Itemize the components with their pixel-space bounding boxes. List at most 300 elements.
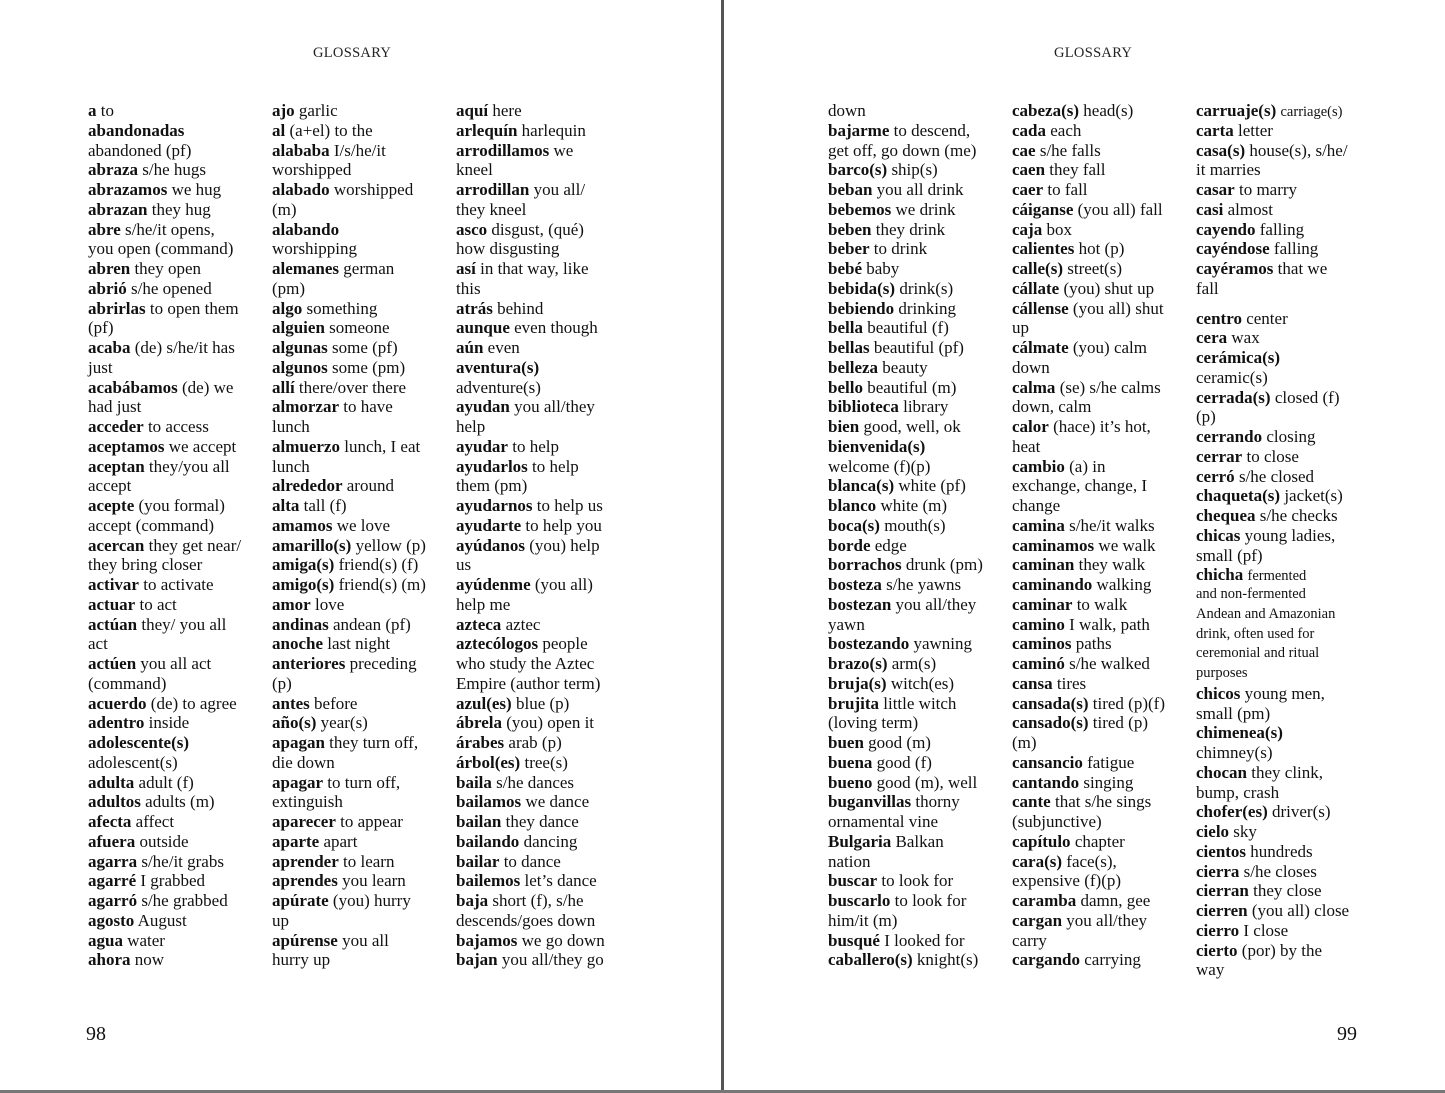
glossary-line — [456, 555, 638, 575]
glossary-definition: almost — [1227, 199, 1273, 219]
glossary-definition: him/it (m) — [828, 910, 898, 930]
glossary-line — [1196, 941, 1378, 961]
glossary-term: bello — [828, 377, 863, 397]
glossary-term: caballero(s) — [828, 950, 913, 970]
glossary-line — [272, 536, 454, 556]
glossary-term: apagan — [272, 733, 325, 752]
glossary-line — [1196, 200, 1378, 220]
glossary-term: alta — [272, 496, 300, 515]
glossary-line — [828, 259, 1010, 279]
glossary-term: agarró — [88, 891, 138, 910]
glossary-line — [1196, 704, 1378, 724]
glossary-term: aún — [456, 338, 484, 357]
glossary-line — [272, 753, 454, 773]
glossary-definition: young men, — [1244, 683, 1325, 703]
glossary-term: chofer(es) — [1196, 802, 1268, 822]
glossary-line — [88, 417, 270, 437]
glossary-line — [1012, 516, 1194, 536]
glossary-term: cayéramos — [1196, 259, 1274, 278]
glossary-line — [1196, 664, 1378, 684]
glossary-line — [456, 733, 638, 753]
glossary-term: bellas — [828, 338, 870, 357]
glossary-line — [828, 378, 1010, 398]
glossary-line — [272, 239, 454, 259]
glossary-line — [1012, 101, 1194, 121]
glossary-line — [1012, 891, 1194, 911]
glossary-line — [272, 595, 454, 615]
glossary-definition: abandoned (pf) — [88, 140, 192, 160]
glossary-term: cambio — [1012, 456, 1065, 476]
glossary-definition: arm(s) — [891, 654, 937, 673]
glossary-definition: tires — [1056, 673, 1087, 693]
glossary-definition: garlic — [298, 101, 338, 120]
glossary-line — [1012, 694, 1194, 714]
glossary-definition: just — [88, 357, 113, 377]
glossary-term: alabado — [272, 180, 330, 199]
glossary-term: cada — [1012, 120, 1046, 140]
glossary-term: cargando — [1012, 950, 1080, 970]
glossary-line — [1012, 141, 1194, 161]
glossary-term: alguien — [272, 318, 325, 338]
glossary-line — [828, 318, 1010, 338]
glossary-term: boca(s) — [828, 515, 880, 535]
glossary-line — [456, 832, 638, 852]
glossary-definition: you all drink — [876, 180, 964, 199]
glossary-line — [456, 773, 638, 793]
glossary-line — [1012, 852, 1194, 872]
glossary-line — [1196, 901, 1378, 921]
glossary-line — [272, 160, 454, 180]
glossary-definition: help — [456, 417, 486, 436]
glossary-line — [1012, 871, 1194, 891]
glossary-line — [1196, 447, 1378, 467]
glossary-line — [88, 575, 270, 595]
glossary-line — [456, 753, 638, 773]
glossary-line — [272, 358, 454, 378]
glossary-definition: they bring closer — [88, 555, 203, 575]
glossary-definition: s/he grabbed — [141, 891, 228, 910]
glossary-definition: (hace) it’s hot, — [1053, 417, 1151, 436]
glossary-term: capítulo — [1012, 831, 1071, 851]
glossary-definition: to act — [139, 594, 177, 614]
glossary-line — [1196, 279, 1378, 299]
glossary-definition: we hug — [171, 180, 222, 199]
glossary-line — [88, 931, 270, 951]
glossary-definition: to look for — [894, 891, 967, 910]
glossary-term: arrodillamos — [456, 140, 550, 160]
glossary-line — [88, 457, 270, 477]
glossary-definition: house(s), s/he/ — [1249, 140, 1348, 160]
glossary-line — [1012, 338, 1194, 358]
glossary-term: chaqueta(s) — [1196, 486, 1281, 506]
glossary-line — [1012, 931, 1194, 951]
glossary-line — [272, 121, 454, 141]
glossary-definition: outside — [139, 831, 189, 851]
glossary-term: caminó — [1012, 654, 1065, 673]
glossary-term: cielo — [1196, 822, 1230, 841]
glossary-definition: down — [1012, 357, 1050, 377]
glossary-term: cierto — [1196, 940, 1238, 960]
glossary-term: cierra — [1196, 861, 1240, 881]
glossary-definition: I walk, path — [1069, 614, 1150, 634]
glossary-definition: to help you — [525, 515, 602, 535]
glossary-definition: box — [1046, 219, 1072, 239]
glossary-term: actúan — [88, 614, 138, 634]
glossary-definition: (p) — [272, 673, 292, 693]
glossary-definition: worshipped — [333, 180, 414, 199]
glossary-definition: you all/they go — [501, 950, 604, 970]
glossary-definition: who study the Aztec — [456, 654, 595, 673]
glossary-term: algo — [272, 298, 303, 318]
glossary-line — [828, 457, 1010, 477]
glossary-line — [272, 457, 454, 477]
glossary-definition: even — [487, 338, 520, 357]
glossary-line — [1012, 536, 1194, 556]
glossary-line — [1196, 921, 1378, 941]
glossary-term: acepte — [88, 496, 135, 515]
glossary-line — [456, 220, 638, 240]
glossary-line — [456, 713, 638, 733]
glossary-line — [1196, 121, 1378, 141]
glossary-term: bostezan — [828, 594, 892, 614]
glossary-term: almorzar — [272, 397, 340, 417]
glossary-line — [272, 733, 454, 753]
glossary-term: blanca(s) — [828, 476, 895, 496]
glossary-term: adulta — [88, 772, 135, 792]
glossary-definition: adults (m) — [145, 792, 215, 812]
glossary-term: adentro — [88, 713, 145, 733]
glossary-definition: hundreds — [1250, 841, 1313, 861]
glossary-line — [828, 773, 1010, 793]
glossary-line — [272, 378, 454, 398]
glossary-definition: s/he yawns — [886, 575, 962, 594]
glossary-line — [1196, 101, 1378, 121]
glossary-term: bosteza — [828, 575, 882, 594]
glossary-term: amigo(s) — [272, 575, 335, 594]
glossary-line — [1012, 200, 1194, 220]
glossary-definition: let’s dance — [524, 871, 597, 891]
glossary-definition: people — [542, 634, 588, 654]
glossary-line — [1196, 526, 1378, 546]
glossary-line — [1012, 279, 1194, 299]
glossary-definition: tree(s) — [524, 752, 568, 772]
glossary-term: ayudar — [456, 436, 508, 456]
glossary-definition: short (f), s/he — [492, 891, 584, 910]
glossary-term: agarré — [88, 871, 137, 891]
glossary-definition: blue (p) — [515, 693, 570, 713]
glossary-definition: August — [137, 910, 187, 930]
glossary-line — [828, 595, 1010, 615]
glossary-line — [272, 200, 454, 220]
glossary-definition: s/he/it opens, — [125, 219, 215, 239]
page-number: 98 — [86, 1023, 106, 1045]
glossary-line — [272, 634, 454, 654]
glossary-line — [1196, 309, 1378, 329]
glossary-definition: (m) — [272, 199, 297, 219]
glossary-term: cansado(s) — [1012, 713, 1089, 733]
glossary-definition: they/ you all — [141, 614, 227, 634]
glossary-definition: s/he/it walks — [1069, 515, 1155, 535]
glossary-definition: it marries — [1196, 160, 1261, 180]
glossary-line — [456, 299, 638, 319]
glossary-definition: baby — [866, 259, 900, 278]
glossary-line — [272, 180, 454, 200]
glossary-line — [828, 674, 1010, 694]
glossary-definition: welcome (f)(p) — [828, 456, 931, 476]
glossary-definition: white (pf) — [898, 476, 966, 496]
glossary-definition: way — [1196, 960, 1225, 980]
glossary-definition: get off, go down (me) — [828, 140, 977, 160]
glossary-term: cerrando — [1196, 427, 1263, 446]
glossary-term: algunos — [272, 357, 328, 377]
glossary-line — [828, 792, 1010, 812]
glossary-line — [88, 160, 270, 180]
glossary-definition: chapter — [1074, 831, 1125, 851]
glossary-line — [828, 634, 1010, 654]
glossary-definition: lunch, I eat — [344, 436, 421, 456]
glossary-line — [1196, 881, 1378, 901]
glossary-definition: bump, crash — [1196, 782, 1280, 802]
glossary-line — [456, 437, 638, 457]
glossary-term: bienvenida(s) — [828, 436, 926, 456]
glossary-term: calor — [1012, 417, 1049, 436]
glossary-line — [88, 180, 270, 200]
glossary-term: aparte — [272, 831, 320, 851]
glossary-line — [88, 338, 270, 358]
glossary-line — [828, 753, 1010, 773]
glossary-line — [1012, 121, 1194, 141]
glossary-definition: friend(s) (m) — [338, 575, 426, 594]
glossary-definition: there/over there — [298, 377, 407, 397]
glossary-line — [828, 812, 1010, 832]
glossary-line — [1196, 802, 1378, 822]
glossary-term: a — [88, 101, 97, 120]
glossary-definition: accept (command) — [88, 515, 215, 535]
glossary-line — [88, 950, 270, 970]
glossary-line — [272, 950, 454, 970]
glossary-definition: we — [553, 140, 574, 160]
glossary-line — [88, 121, 270, 141]
glossary-line — [828, 575, 1010, 595]
glossary-line — [828, 555, 1010, 575]
glossary-term: alabando — [272, 219, 340, 239]
glossary-term: cáiganse — [1012, 199, 1074, 219]
glossary-definition: (de) to agree — [150, 693, 237, 713]
glossary-definition: you all/they — [895, 594, 977, 614]
glossary-definition: closing — [1266, 427, 1316, 446]
glossary-line — [828, 516, 1010, 536]
glossary-line — [456, 931, 638, 951]
glossary-term: bailemos — [456, 871, 521, 891]
glossary-definition: I close — [1243, 920, 1289, 940]
glossary-term: buscar — [828, 871, 878, 891]
glossary-term: cerrar — [1196, 446, 1243, 466]
glossary-term: antes — [272, 693, 310, 713]
glossary-line — [828, 200, 1010, 220]
glossary-definition: to walk — [1076, 594, 1128, 614]
glossary-term: caminando — [1012, 575, 1093, 594]
glossary-definition: yawn — [828, 614, 865, 634]
glossary-term: Bulgaria — [828, 831, 892, 851]
glossary-line — [1196, 585, 1378, 605]
glossary-definition: to look for — [881, 871, 954, 891]
glossary-definition: (de) s/he/it has — [134, 338, 235, 357]
glossary-definition: in that way, like — [480, 259, 589, 278]
glossary-term: ayudarlos — [456, 456, 528, 476]
glossary-term: carta — [1196, 120, 1234, 140]
glossary-line — [456, 694, 638, 714]
glossary-line — [828, 121, 1010, 141]
glossary-definition: some (pf) — [332, 338, 398, 357]
glossary-definition: to turn off, — [327, 772, 401, 792]
glossary-term: cera — [1196, 328, 1228, 348]
glossary-definition: beautiful (pf) — [873, 338, 964, 357]
glossary-term: aceptan — [88, 456, 145, 476]
glossary-line — [272, 575, 454, 595]
glossary-definition: Balkan — [895, 831, 944, 851]
glossary-term: asco — [456, 219, 488, 239]
glossary-definition: down — [828, 101, 866, 120]
glossary-term: abrió — [88, 278, 127, 298]
glossary-line — [272, 654, 454, 674]
glossary-line — [456, 615, 638, 635]
glossary-definition: to learn — [343, 851, 395, 871]
glossary-definition: head(s) — [1083, 101, 1134, 120]
glossary-line — [1196, 348, 1378, 368]
glossary-definition: you all/ — [533, 180, 586, 199]
glossary-term: arlequín — [456, 120, 518, 140]
glossary-definition: around — [346, 476, 394, 496]
glossary-term: aprendes — [272, 871, 338, 891]
glossary-term: chocan — [1196, 762, 1247, 782]
glossary-term: anteriores — [272, 654, 346, 673]
glossary-term: cayéndose — [1196, 239, 1270, 259]
glossary-line — [828, 694, 1010, 714]
glossary-line — [88, 654, 270, 674]
glossary-definition: ceramic(s) — [1196, 367, 1268, 387]
glossary-line — [1196, 644, 1378, 664]
glossary-term: agarra — [88, 851, 138, 871]
glossary-term: caen — [1012, 160, 1046, 180]
glossary-line — [1012, 733, 1194, 753]
glossary-definition: andean (pf) — [332, 614, 411, 634]
glossary-line — [1012, 674, 1194, 694]
glossary-term: cante — [1012, 792, 1051, 812]
glossary-term: belleza — [828, 357, 879, 377]
glossary-definition: (you) hurry — [332, 891, 411, 910]
glossary-term: ahora — [88, 950, 131, 970]
glossary-definition: extinguish — [272, 792, 343, 812]
glossary-term: cansancio — [1012, 752, 1083, 772]
glossary-line — [828, 220, 1010, 240]
glossary-line — [88, 812, 270, 832]
glossary-line — [88, 595, 270, 615]
glossary-definition: help me — [456, 594, 511, 614]
glossary-line — [1196, 862, 1378, 882]
glossary-term: beben — [828, 219, 872, 239]
glossary-term: chicas — [1196, 525, 1241, 545]
glossary-term: ayúdanos — [456, 535, 525, 555]
glossary-term: bruja(s) — [828, 673, 887, 693]
glossary-term: carruaje(s) — [1196, 101, 1277, 120]
glossary-term: chequea — [1196, 506, 1256, 525]
glossary-term: ayudarnos — [456, 496, 533, 515]
glossary-definition: (you) calm — [1072, 338, 1147, 357]
glossary-definition: up — [1012, 318, 1029, 338]
glossary-line — [1196, 467, 1378, 487]
glossary-definition: us — [456, 555, 472, 575]
glossary-definition: knight(s) — [916, 950, 979, 970]
glossary-definition: they dance — [505, 812, 579, 831]
glossary-definition: we go down — [521, 930, 605, 950]
glossary-line — [88, 555, 270, 575]
glossary-term: allí — [272, 377, 295, 397]
glossary-definition: disgust, (qué) — [491, 219, 584, 239]
glossary-line — [1012, 437, 1194, 457]
glossary-term: bebiendo — [828, 298, 895, 318]
glossary-term: alemanes — [272, 259, 340, 278]
glossary-line — [1196, 546, 1378, 566]
glossary-line — [828, 397, 1010, 417]
glossary-term: alababa — [272, 140, 330, 160]
glossary-definition: witch(es) — [890, 673, 955, 693]
glossary-line — [1196, 783, 1378, 803]
glossary-term: calle(s) — [1012, 259, 1063, 278]
glossary-term: cálmate — [1012, 338, 1069, 357]
glossary-definition: to dance — [503, 851, 561, 871]
glossary-definition: you all act — [140, 654, 212, 673]
glossary-line — [272, 101, 454, 121]
glossary-definition: carrying — [1084, 950, 1141, 970]
glossary-line — [828, 733, 1010, 753]
glossary-line — [828, 654, 1010, 674]
glossary-term: almuerzo — [272, 436, 340, 456]
glossary-definition: s/he dances — [496, 772, 575, 792]
glossary-definition: to have — [343, 397, 393, 417]
glossary-definition: (you) shut up — [1063, 278, 1155, 298]
glossary-line — [1012, 457, 1194, 477]
glossary-definition: s/he checks — [1259, 506, 1338, 525]
glossary-line — [272, 694, 454, 714]
glossary-term: al — [272, 120, 286, 140]
glossary-term: caja — [1012, 219, 1043, 239]
glossary-definition: Andean and Amazonian — [1196, 605, 1336, 622]
glossary-definition: s/he closes — [1243, 861, 1317, 881]
glossary-term: cansada(s) — [1012, 693, 1089, 713]
glossary-term: blanco — [828, 496, 877, 515]
glossary-line — [828, 299, 1010, 319]
glossary-line — [828, 239, 1010, 259]
glossary-line — [1012, 496, 1194, 516]
glossary-definition: hurry up — [272, 950, 331, 970]
glossary-line — [1012, 773, 1194, 793]
glossary-line — [828, 911, 1010, 931]
glossary-line — [456, 654, 638, 674]
glossary-line — [828, 931, 1010, 951]
glossary-definition: fatigue — [1087, 752, 1135, 772]
glossary-line — [1012, 299, 1194, 319]
glossary-term: bebemos — [828, 199, 892, 219]
glossary-definition: to — [100, 101, 114, 120]
glossary-definition: you all/they — [514, 397, 595, 417]
glossary-term: baja — [456, 891, 489, 910]
glossary-line — [272, 832, 454, 852]
glossary-line — [1196, 684, 1378, 704]
glossary-term: amamos — [272, 515, 333, 535]
glossary-term: afuera — [88, 831, 136, 851]
glossary-definition: to help — [532, 456, 579, 476]
glossary-term: cierran — [1196, 881, 1249, 901]
